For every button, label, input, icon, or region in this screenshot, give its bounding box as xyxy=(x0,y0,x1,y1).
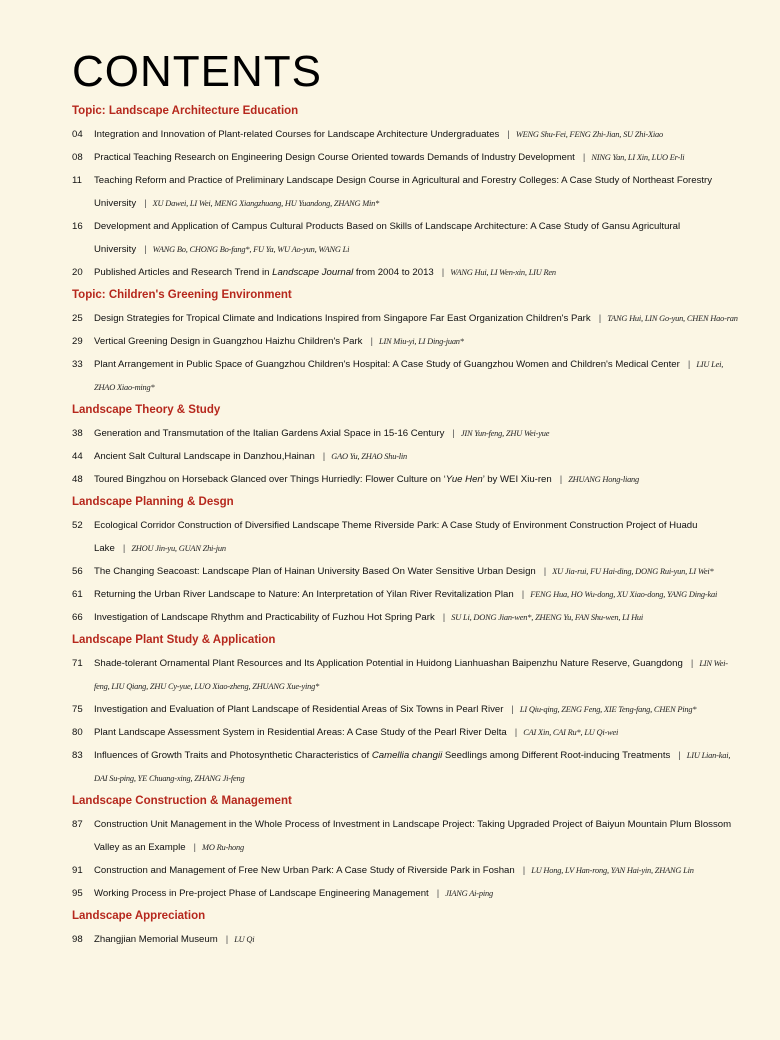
entry-body xyxy=(94,123,740,146)
page-number: 04 xyxy=(72,129,83,140)
article-authors: LIU Lei, ZHAO Xiao-ming* xyxy=(94,360,724,392)
toc-entry[interactable] xyxy=(72,721,740,744)
article-authors: WANG Hui, LI Wen-xin, LIU Ren xyxy=(450,268,556,277)
page-number: 44 xyxy=(72,451,83,462)
toc-entry[interactable] xyxy=(72,928,740,951)
separator: | xyxy=(598,313,602,324)
entry-body xyxy=(94,721,740,744)
article-title: from 2004 to 2013 xyxy=(353,267,434,278)
separator: | xyxy=(225,934,229,945)
article-title: Shade-tolerant Ornamental Plant Resources and Its Application Potential in Huidong Lianhuashan Baipenzhu Nature Reserve, Guangdong xyxy=(94,658,683,669)
article-title: ’ by WEI Xiu-ren xyxy=(482,474,552,485)
article-title: Design Strategies for Tropical Climate and Indications Inspired from Singapore Far East Organization Children's Park xyxy=(94,313,591,324)
page-number: 71 xyxy=(72,658,83,669)
page-number: 48 xyxy=(72,474,83,485)
separator: | xyxy=(687,359,691,370)
article-title: Influences of Growth Traits and Photosynthetic Characteristics of xyxy=(94,750,372,761)
page-number: 29 xyxy=(72,336,83,347)
article-authors: ZHOU Jin-yu, GUAN Zhi-jun xyxy=(131,544,226,553)
separator: | xyxy=(193,842,197,853)
entry-body xyxy=(94,606,740,629)
toc-entry[interactable] xyxy=(72,514,740,560)
article-authors: WANG Bo, CHONG Bo-fang*, FU Ya, WU Ao-yun, WANG Li xyxy=(152,245,350,254)
toc-entry[interactable] xyxy=(72,261,740,284)
article-title: Ancient Salt Cultural Landscape in Danzhou,Hainan xyxy=(94,451,315,462)
article-title: Working Process in Pre-project Phase of Landscape Engineering Management xyxy=(94,888,429,899)
article-title: Construction and Management of Free New Urban Park: A Case Study of Riverside Park in Foshan xyxy=(94,865,515,876)
page-number: 95 xyxy=(72,888,83,899)
page-number: 25 xyxy=(72,313,83,324)
entry-body xyxy=(94,468,740,491)
article-authors: LI Qiu-qing, ZENG Feng, XIE Teng-fang, CHEN Ping* xyxy=(519,705,697,714)
separator: | xyxy=(522,865,526,876)
entry-body xyxy=(94,813,740,859)
toc-entry[interactable] xyxy=(72,882,740,905)
toc-entry[interactable] xyxy=(72,123,740,146)
toc-entry[interactable] xyxy=(72,560,740,583)
article-title: Development and Application of Campus Cultural Products Based on Skills of Landscape Architecture: A Case Study of Gansu Agricultural University xyxy=(94,221,681,255)
article-title: Published Articles and Research Trend in xyxy=(94,267,273,278)
article-title: Generation and Transmutation of the Italian Gardens Axial Space in 15-16 Century xyxy=(94,428,445,439)
article-authors: MO Ru-hong xyxy=(202,843,245,852)
toc-entry[interactable] xyxy=(72,330,740,353)
section-heading: Landscape Planning & Desgn xyxy=(72,496,234,508)
article-title-italic: Yue Hen xyxy=(445,474,483,485)
page-number: 16 xyxy=(72,221,83,232)
article-title: The Changing Seacoast: Landscape Plan of Hainan University Based On Water Sensitive Urban Design xyxy=(94,566,536,577)
section-heading: Landscape Construction & Management xyxy=(72,795,292,807)
page-title: CONTENTS xyxy=(72,47,322,96)
entry-body xyxy=(94,146,740,169)
toc-entry[interactable] xyxy=(72,146,740,169)
page-number: 61 xyxy=(72,589,83,600)
article-title: Investigation of Landscape Rhythm and Practicability of Fuzhou Hot Spring Park xyxy=(94,612,435,623)
entry-body xyxy=(94,652,740,698)
toc-entry[interactable] xyxy=(72,744,740,790)
toc-entry[interactable] xyxy=(72,215,740,261)
separator: | xyxy=(322,451,326,462)
entry-body xyxy=(94,514,740,560)
article-authors: JIANG Ai-ping xyxy=(445,889,493,898)
article-authors: XU Jia-rui, FU Hai-ding, DONG Rui-yun, LI Wei* xyxy=(552,567,714,576)
article-authors: LIN Miu-yi, LI Ding-juan* xyxy=(378,337,464,346)
toc-entry[interactable] xyxy=(72,859,740,882)
article-title: Ecological Corridor Construction of Diversified Landscape Theme Riverside Park: A Case Study of Environment Construction Project of Huadu Lake xyxy=(94,520,698,554)
article-title: Vertical Greening Design in Guangzhou Haizhu Children's Park xyxy=(94,336,363,347)
entry-body xyxy=(94,215,740,261)
toc-entry[interactable] xyxy=(72,307,740,330)
article-title: Returning the Urban River Landscape to Nature: An Interpretation of Yilan River Revitalization Plan xyxy=(94,589,514,600)
article-authors: XU Dawei, LI Wei, MENG Xiangzhuang, HU Yuandong, ZHANG Min* xyxy=(152,199,380,208)
page-number: 80 xyxy=(72,727,83,738)
article-authors: WENG Shu-Fei, FENG Zhi-Jian, SU Zhi-Xiao xyxy=(515,130,663,139)
article-title: Plant Arrangement in Public Space of Guangzhou Children's Hospital: A Case Study of Guangzhou Women and Children's Medical Center xyxy=(94,359,680,370)
separator: | xyxy=(559,474,563,485)
toc-entry[interactable] xyxy=(72,422,740,445)
page-number: 98 xyxy=(72,934,83,945)
article-title: Practical Teaching Research on Engineering Design Course Oriented towards Demands of Industry Development xyxy=(94,152,575,163)
page-number: 75 xyxy=(72,704,83,715)
entry-body xyxy=(94,261,740,284)
toc-entry[interactable] xyxy=(72,583,740,606)
article-authors: FENG Hua, HO Wu-dong, XU Xiao-dong, YANG Ding-kai xyxy=(530,590,718,599)
toc-entry[interactable] xyxy=(72,698,740,721)
page-number: 56 xyxy=(72,566,83,577)
separator: | xyxy=(122,543,126,554)
article-title: Toured Bingzhou on Horseback Glanced over Things Hurriedly: Flower Culture on ‘ xyxy=(94,474,446,485)
article-authors: LU Hong, LV Han-rong, YAN Hai-yin, ZHANG Lin xyxy=(531,866,694,875)
section-heading: Topic: Children's Greening Environment xyxy=(72,289,292,301)
article-title: Teaching Reform and Practice of Preliminary Landscape Design Course in Agricultural and Forestry Colleges: A Case Study of Northeast Forestry University xyxy=(94,175,713,209)
separator: | xyxy=(543,566,547,577)
entry-body xyxy=(94,307,740,330)
entry-body xyxy=(94,882,740,905)
page-number: 11 xyxy=(72,175,82,186)
separator: | xyxy=(511,704,514,715)
section-heading: Landscape Theory & Study xyxy=(72,404,221,416)
page-number: 66 xyxy=(72,612,83,623)
page-number: 08 xyxy=(72,152,83,163)
article-authors: GAO Yu, ZHAO Shu-lin xyxy=(331,452,408,461)
entry-body xyxy=(94,583,740,606)
table-of-contents xyxy=(72,100,740,951)
entry-body xyxy=(94,353,740,399)
separator: | xyxy=(507,129,510,140)
entry-body xyxy=(94,859,740,882)
article-title: Integration and Innovation of Plant-related Courses for Landscape Architecture Undergraduates xyxy=(94,129,500,140)
entry-body xyxy=(94,330,740,353)
article-title-italic: Landscape Journal xyxy=(272,267,354,278)
entry-body xyxy=(94,744,740,790)
entry-body xyxy=(94,560,740,583)
article-authors: ZHUANG Hong-liang xyxy=(568,475,640,484)
article-title: Zhangjian Memorial Museum xyxy=(94,934,218,945)
separator: | xyxy=(690,658,694,669)
toc-entry[interactable] xyxy=(72,813,740,859)
article-title: Plant Landscape Assessment System in Residential Areas: A Case Study of the Pearl River Delta xyxy=(94,727,507,738)
toc-entry[interactable] xyxy=(72,353,740,399)
toc-entry[interactable] xyxy=(72,606,740,629)
page-number: 52 xyxy=(72,520,83,531)
article-title: Construction Unit Management in the Whole Process of Investment in Landscape Project: Taking Upgraded Project of Baiyun Mountain Plum Blossom Valley as an Example xyxy=(94,819,732,853)
entry-body xyxy=(94,445,740,468)
entry-body xyxy=(94,698,740,721)
entry-body xyxy=(94,422,740,445)
separator: | xyxy=(521,589,525,600)
entry-body xyxy=(94,928,740,951)
separator: | xyxy=(514,727,518,738)
section-heading: Topic: Landscape Architecture Education xyxy=(72,105,299,117)
toc-entry[interactable] xyxy=(72,169,740,215)
page-number: 33 xyxy=(72,359,83,370)
separator: | xyxy=(370,336,373,347)
page-number: 20 xyxy=(72,267,83,278)
section-heading: Landscape Plant Study & Application xyxy=(72,634,276,646)
separator: | xyxy=(144,244,147,255)
entry-body xyxy=(94,169,740,215)
article-title-italic: Camellia changii xyxy=(371,750,443,761)
toc-entry[interactable] xyxy=(72,652,740,698)
toc-entry[interactable] xyxy=(72,468,740,491)
separator: | xyxy=(582,152,586,163)
page-number: 87 xyxy=(72,819,83,830)
separator: | xyxy=(442,612,446,623)
article-authors: SU Li, DONG Jian-wen*, ZHENG Yu, FAN Shu-wen, LI Hui xyxy=(451,613,644,622)
article-authors: TANG Hui, LIN Go-yun, CHEN Hao-ran xyxy=(607,314,738,323)
article-authors: CAI Xin, CAI Ru*, LU Qi-wei xyxy=(523,728,619,737)
separator: | xyxy=(452,428,455,439)
article-title: Investigation and Evaluation of Plant Landscape of Residential Areas of Six Towns in Pearl River xyxy=(94,704,504,715)
article-authors: JIN Yun-feng, ZHU Wei-yue xyxy=(460,429,550,438)
separator: | xyxy=(436,888,440,899)
article-authors: NING Yan, LI Xin, LUO Er-li xyxy=(591,153,685,162)
page-number: 38 xyxy=(72,428,83,439)
page-number: 91 xyxy=(72,865,83,876)
article-authors: LIU Lian-kai, DAI Su-ping, YE Chuang-xing, ZHANG Ji-feng xyxy=(94,751,731,783)
article-title: Seedlings among Different Root-inducing Treatments xyxy=(442,750,671,761)
article-authors: LIN Wei-feng, LIU Qiang, ZHU Cy-yue, LUO Xiao-zheng, ZHUANG Xue-ying* xyxy=(94,659,728,691)
section-heading: Landscape Appreciation xyxy=(72,910,206,922)
separator: | xyxy=(441,267,445,278)
article-authors: LU Qi xyxy=(234,935,255,944)
separator: | xyxy=(144,198,147,209)
toc-entry[interactable] xyxy=(72,445,740,468)
page-number: 83 xyxy=(72,750,83,761)
separator: | xyxy=(678,750,681,761)
